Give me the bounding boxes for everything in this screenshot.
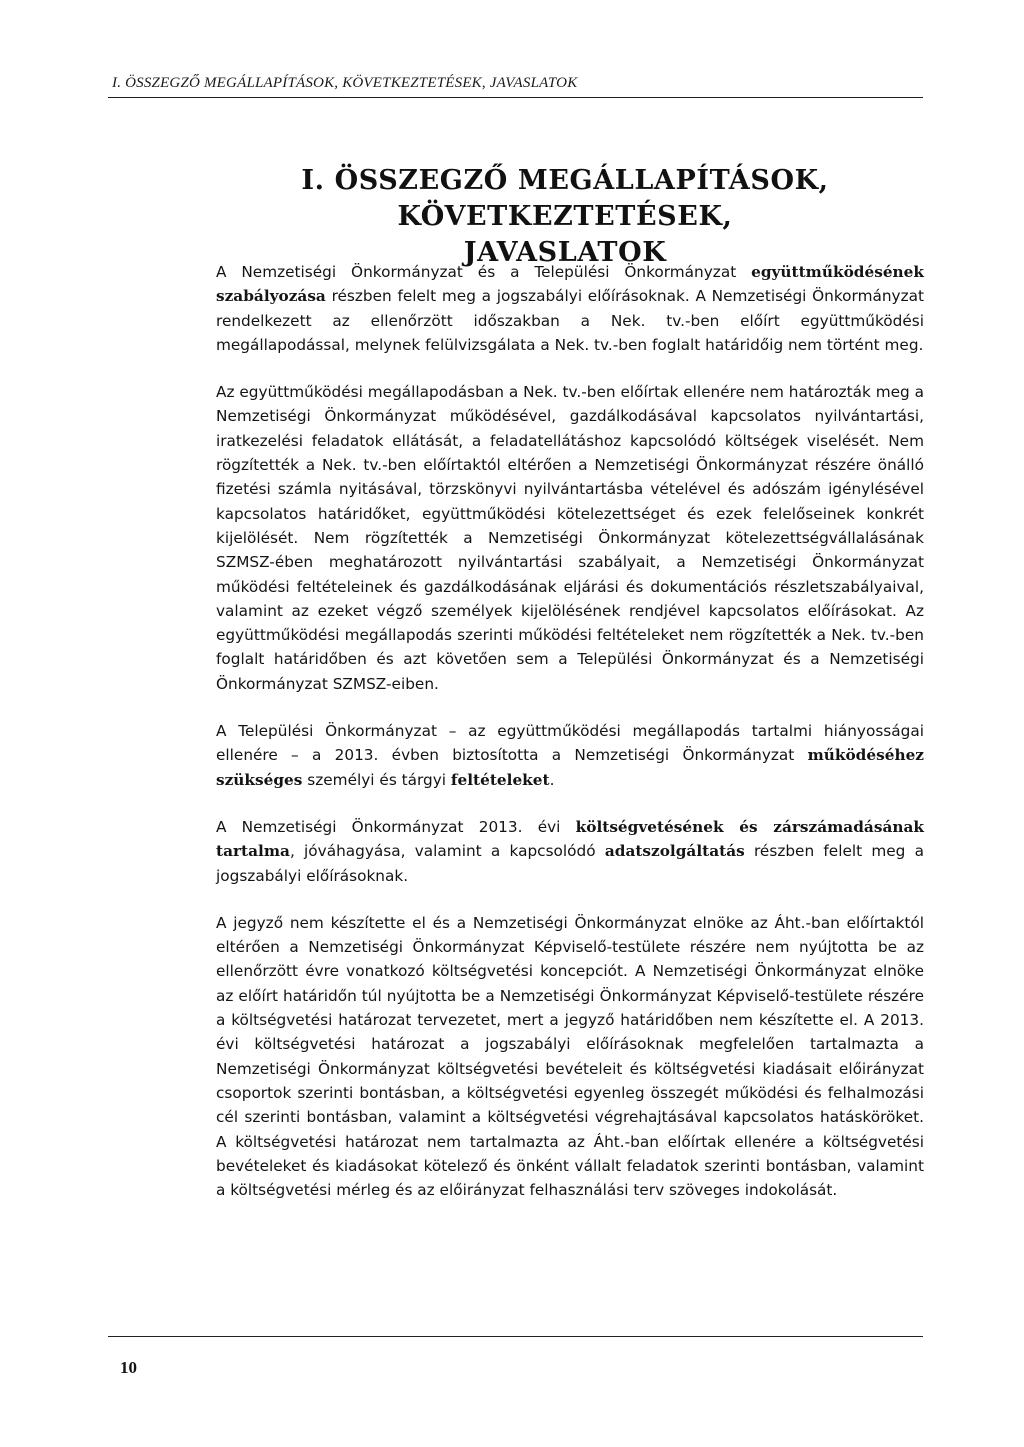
body-text [216,260,924,1225]
running-header: I. ÖSSZEGZŐ MEGÁLLAPÍTÁSOK, KÖVETKEZTETÉSEK, JAVASLATOK [112,75,578,91]
paragraph-text: személyi és tárgyi [302,770,451,789]
paragraph-emphasis: működéséhez szükséges [216,746,924,789]
header-divider [108,97,923,98]
chapter-title [200,163,930,271]
paragraph-text: részben felelt meg a jogszabályi előírásoknak. [216,842,924,885]
paragraph-text: Az együttműködési megállapodásban a Nek. tv.-ben előírtak ellenére nem határozták meg a Nemzetiségi Önkormányzat működésével, gazdálkodásával kapcsolatos nyilvántartási, iratkezelési feladatok ellátását, a feladatellátáshoz kapcsolódó költségek viselését. Nem rögzítették a Nek. tv.-ben előírtaktól eltérően a Nemzetiségi Önkormányzat részére önálló fizetési számla nyitásával, törzskönyvi nyilvántartásba vételével és adószám igénylésével kapcsolatos határidőket, együttműködési kötelezettséget és ezek felelőseinek konkrét kijelölését. Nem rögzítették a Nemzetiségi Önkormányzat kötelezettségvállalásának SZMSZ-ében meghatározott nyilvántartási szabályait, a Nemzetiségi Önkormányzat működési feltételeinek és gazdálkodásának eljárási és dokumentációs részletszabályaival, valamint az ezeket végző személyek kijelölésének rendjével kapcsolatos előírásokat. Az együttműködési megállapodás szerinti működési feltételeket nem rögzítették a Nek. tv.-ben foglalt határidőben és azt követően sem a Települési Önkormányzat és a Nemzetiségi Önkormányzat SZMSZ-eiben. [216,383,924,693]
paragraph-text: A Települési Önkormányzat – az együttműködési megállapodás tartalmi hiányosságai ellenére – a 2013. évben biztosította a Nemzetiségi Önkormányzat [216,722,924,765]
paragraph-budget-content [216,815,924,888]
paragraph-text: A Nemzetiségi Önkormányzat és a Települési Önkormányzat [216,263,752,281]
paragraph-text: . [549,770,555,789]
paragraph-budget-concept [216,911,924,1203]
chapter-title-line-1: I. ÖSSZEGZŐ MEGÁLLAPÍTÁSOK, KÖVETKEZTETÉSEK, [301,165,829,232]
paragraph-emphasis: költségvetésének és zárszámadásának tartalma [216,817,924,861]
paragraph-emphasis: együttműködésének szabályozása [216,263,924,306]
footer-divider [108,1336,923,1337]
paragraph-operating-conditions [216,719,924,792]
paragraph-text: részben felelt meg a jogszabályi előírásoknak. A Nemzetiségi Önkormányzat rendelkezett az ellenőrzött időszakban a Nek. tv.-ben előírt együttműködési megállapodással, melynek felülvizsgálata a Nek. tv.-ben foglalt határidőig nem történt meg. [216,287,924,354]
paragraph-text: , jóváhagyása, valamint a kapcsolódó [289,842,605,861]
paragraph-emphasis: feltételeket [450,770,550,789]
paragraph-text: A jegyző nem készítette el és a Nemzetiségi Önkormányzat elnöke az Áht.-ban előírtaktól eltérően a Nemzetiségi Önkormányzat Képviselő-testülete részére nem nyújtotta be az ellenőrzött évre vonatkozó költségvetési koncepciót. A Nemzetiségi Önkormányzat elnöke az előírt határidőn túl nyújtotta be a Nemzetiségi Önkormányzat Képviselő-testülete részére a költségvetési határozat tervezetet, mert a jegyző határidőben nem készítette el. A 2013. évi költségvetési határozat a jogszabályi előírásoknak megfelelően tartalmazta a Nemzetiségi Önkormányzat költségvetési bevételeit és költségvetési kiadásait előirányzat csoportok szerinti bontásban, a költségvetési egyenleg összegét működési és felhalmozási cél szerinti bontásban, valamint a költségvetési végrehajtásával kapcsolatos hatásköröket. A költségvetési határozat nem tartalmazta az Áht.-ban előírtak ellenére a költségvetési bevételeket és kiadásokat kötelező és önként vállalt feladatok szerinti bontásban, valamint a költségvetési mérleg és az előirányzat felhasználási terv szöveges indokolását. [216,913,924,1200]
page-number: 10 [120,1358,137,1377]
paragraph-cooperation-agreement [216,380,924,696]
paragraph-cooperation-regulation [216,260,924,357]
chapter-title-line-2: JAVASLATOK [463,237,667,268]
paragraph-text: A Nemzetiségi Önkormányzat 2013. évi [216,817,576,836]
paragraph-emphasis: adatszolgáltatás [604,842,745,861]
